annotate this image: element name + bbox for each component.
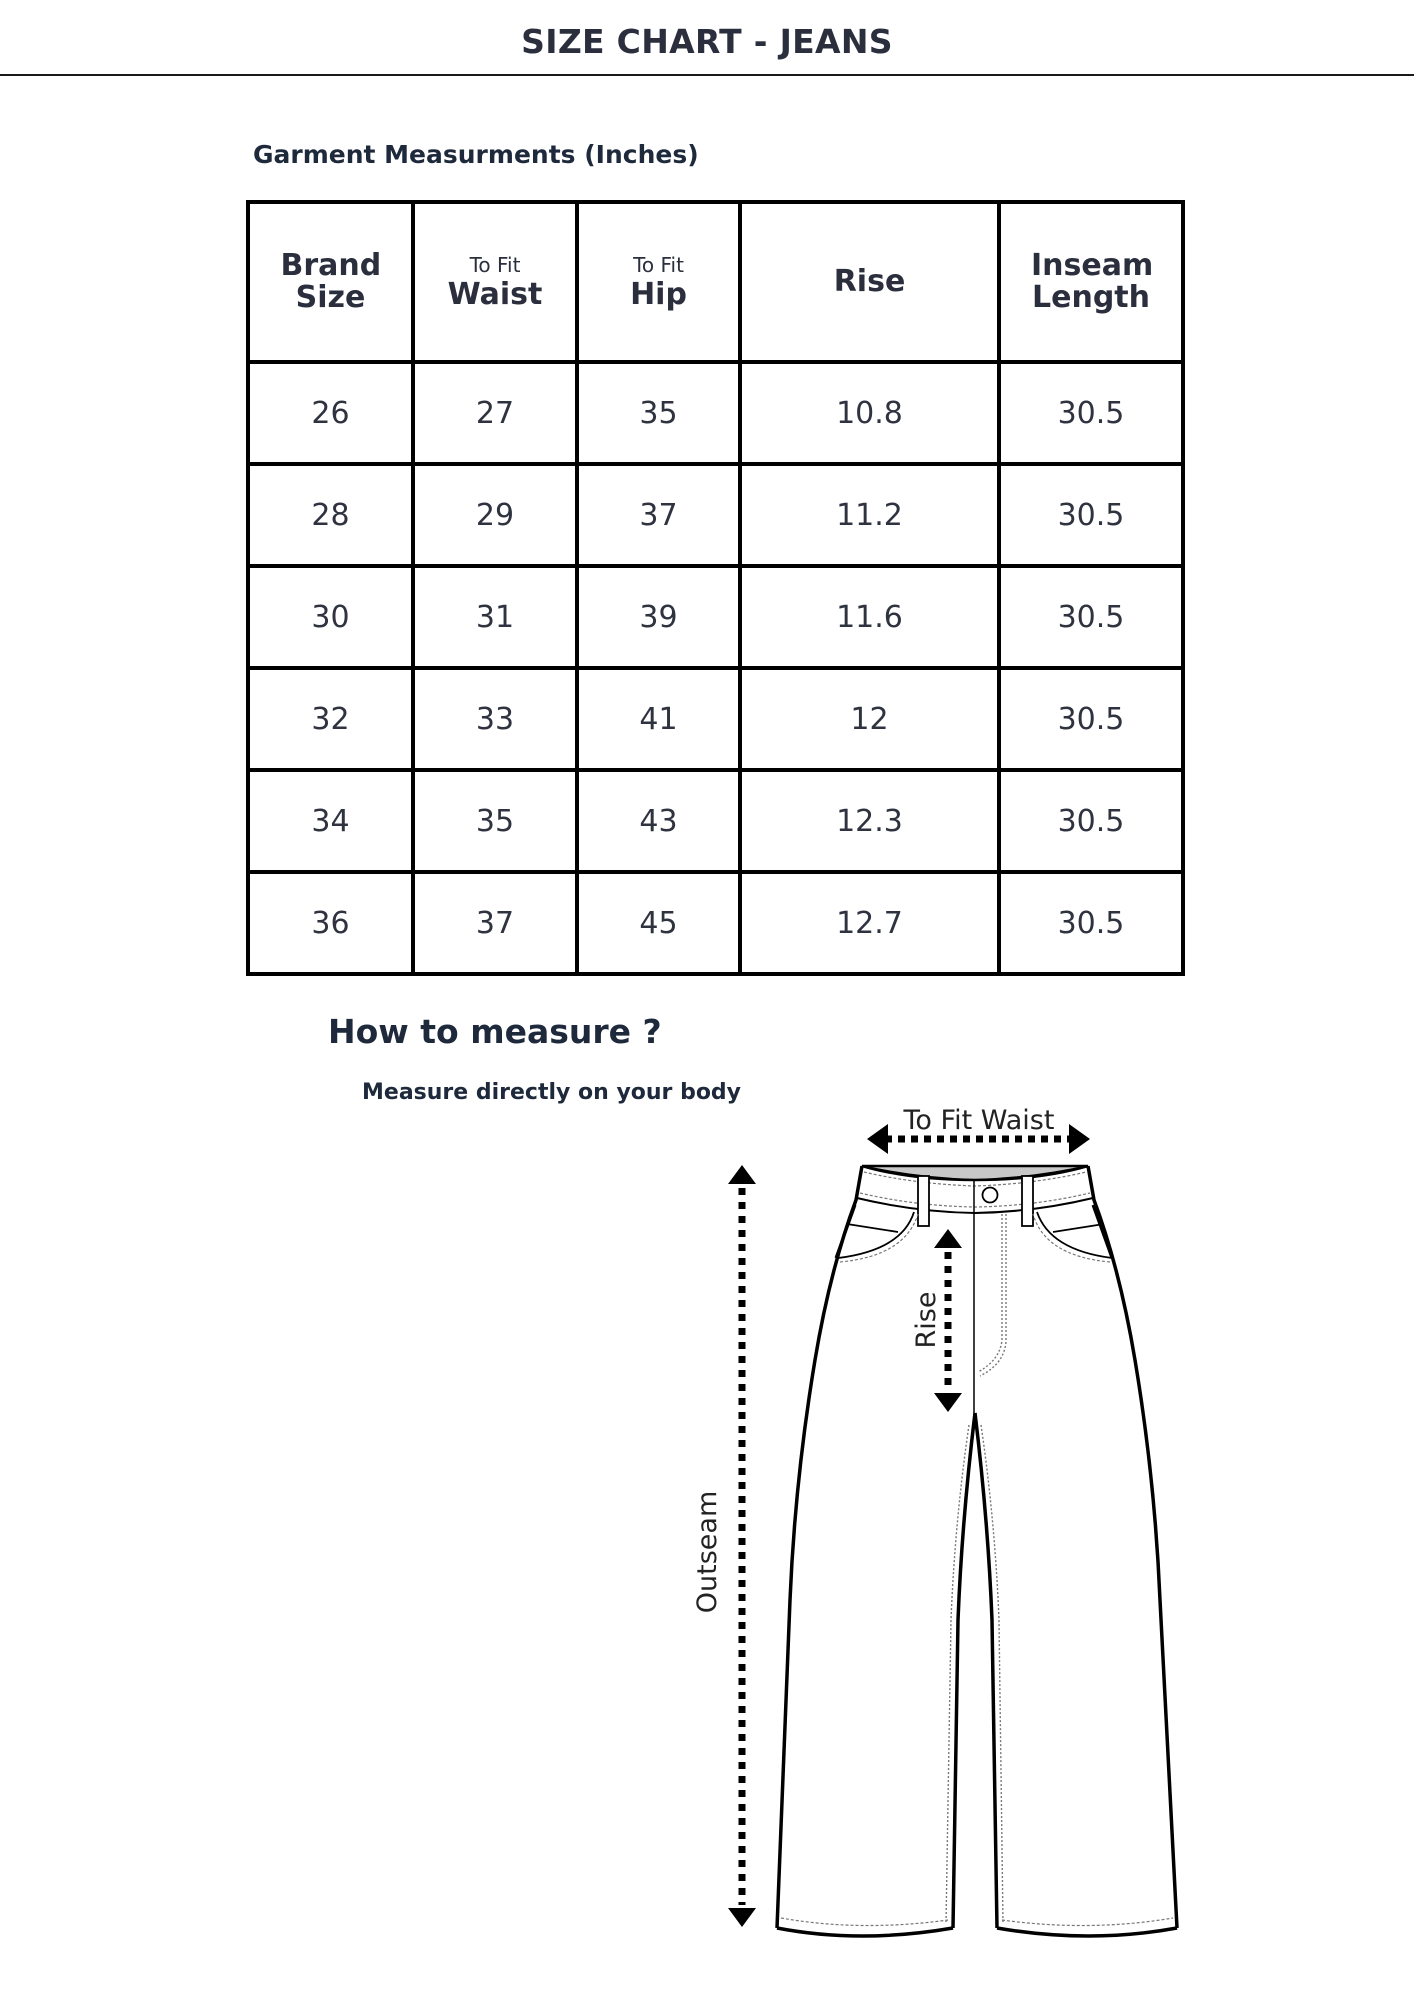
table-caption: Garment Measurments (Inches)	[253, 140, 699, 169]
column-header-sub: To Fit	[469, 253, 521, 277]
table-cell: 35	[413, 770, 577, 872]
table-cell: 33	[413, 668, 577, 770]
rise-label: Rise	[911, 1291, 942, 1349]
table-cell: 12.3	[740, 770, 999, 872]
table-cell: 30.5	[999, 770, 1183, 872]
outseam-arrow	[728, 1165, 756, 1927]
arrow-down-icon	[934, 1393, 962, 1412]
button-icon	[983, 1188, 998, 1203]
table-cell: 45	[577, 872, 740, 974]
column-header-main: Inseam Length	[1031, 248, 1154, 315]
column-header-main: Hip	[630, 277, 687, 312]
waist-label: To Fit Waist	[903, 1105, 1055, 1136]
table-cell: 30.5	[999, 464, 1183, 566]
outseam-label: Outseam	[692, 1490, 723, 1614]
table-cell: 37	[413, 872, 577, 974]
table-cell: 12.7	[740, 872, 999, 974]
table-cell: 26	[248, 362, 413, 464]
table-cell: 39	[577, 566, 740, 668]
table-cell: 11.2	[740, 464, 999, 566]
table-cell: 32	[248, 668, 413, 770]
table-cell: 41	[577, 668, 740, 770]
table-cell: 35	[577, 362, 740, 464]
how-to-measure-subtitle: Measure directly on your body	[362, 1080, 742, 1105]
jeans-illustration	[777, 1166, 1177, 1936]
table-cell: 11.6	[740, 566, 999, 668]
belt-loop	[918, 1176, 929, 1226]
table-cell: 34	[248, 770, 413, 872]
arrow-up-icon	[728, 1165, 756, 1184]
arrow-up-icon	[934, 1229, 962, 1248]
column-header-main: Rise	[833, 264, 906, 299]
table-cell: 30.5	[999, 668, 1183, 770]
table-cell: 43	[577, 770, 740, 872]
column-header-main: Brand Size	[280, 248, 382, 315]
table-cell: 36	[248, 872, 413, 974]
arrow-right-icon	[1069, 1124, 1090, 1154]
table-cell: 27	[413, 362, 577, 464]
table-cell: 30	[248, 566, 413, 668]
table-cell: 30.5	[999, 566, 1183, 668]
table-cell: 30.5	[999, 872, 1183, 974]
belt-loop	[1022, 1176, 1033, 1226]
table-cell: 37	[577, 464, 740, 566]
table-cell: 31	[413, 566, 577, 668]
table-cell: 28	[248, 464, 413, 566]
table-cell: 10.8	[740, 362, 999, 464]
arrow-down-icon	[728, 1908, 756, 1927]
column-header-sub: To Fit	[633, 253, 684, 277]
table-cell: 29	[413, 464, 577, 566]
how-to-measure-title: How to measure ?	[328, 1012, 662, 1051]
arrow-left-icon	[867, 1124, 888, 1154]
column-header-main: Waist	[447, 277, 543, 312]
table-cell: 30.5	[999, 362, 1183, 464]
page-title: SIZE CHART - JEANS	[521, 22, 893, 61]
table-cell: 12	[740, 668, 999, 770]
